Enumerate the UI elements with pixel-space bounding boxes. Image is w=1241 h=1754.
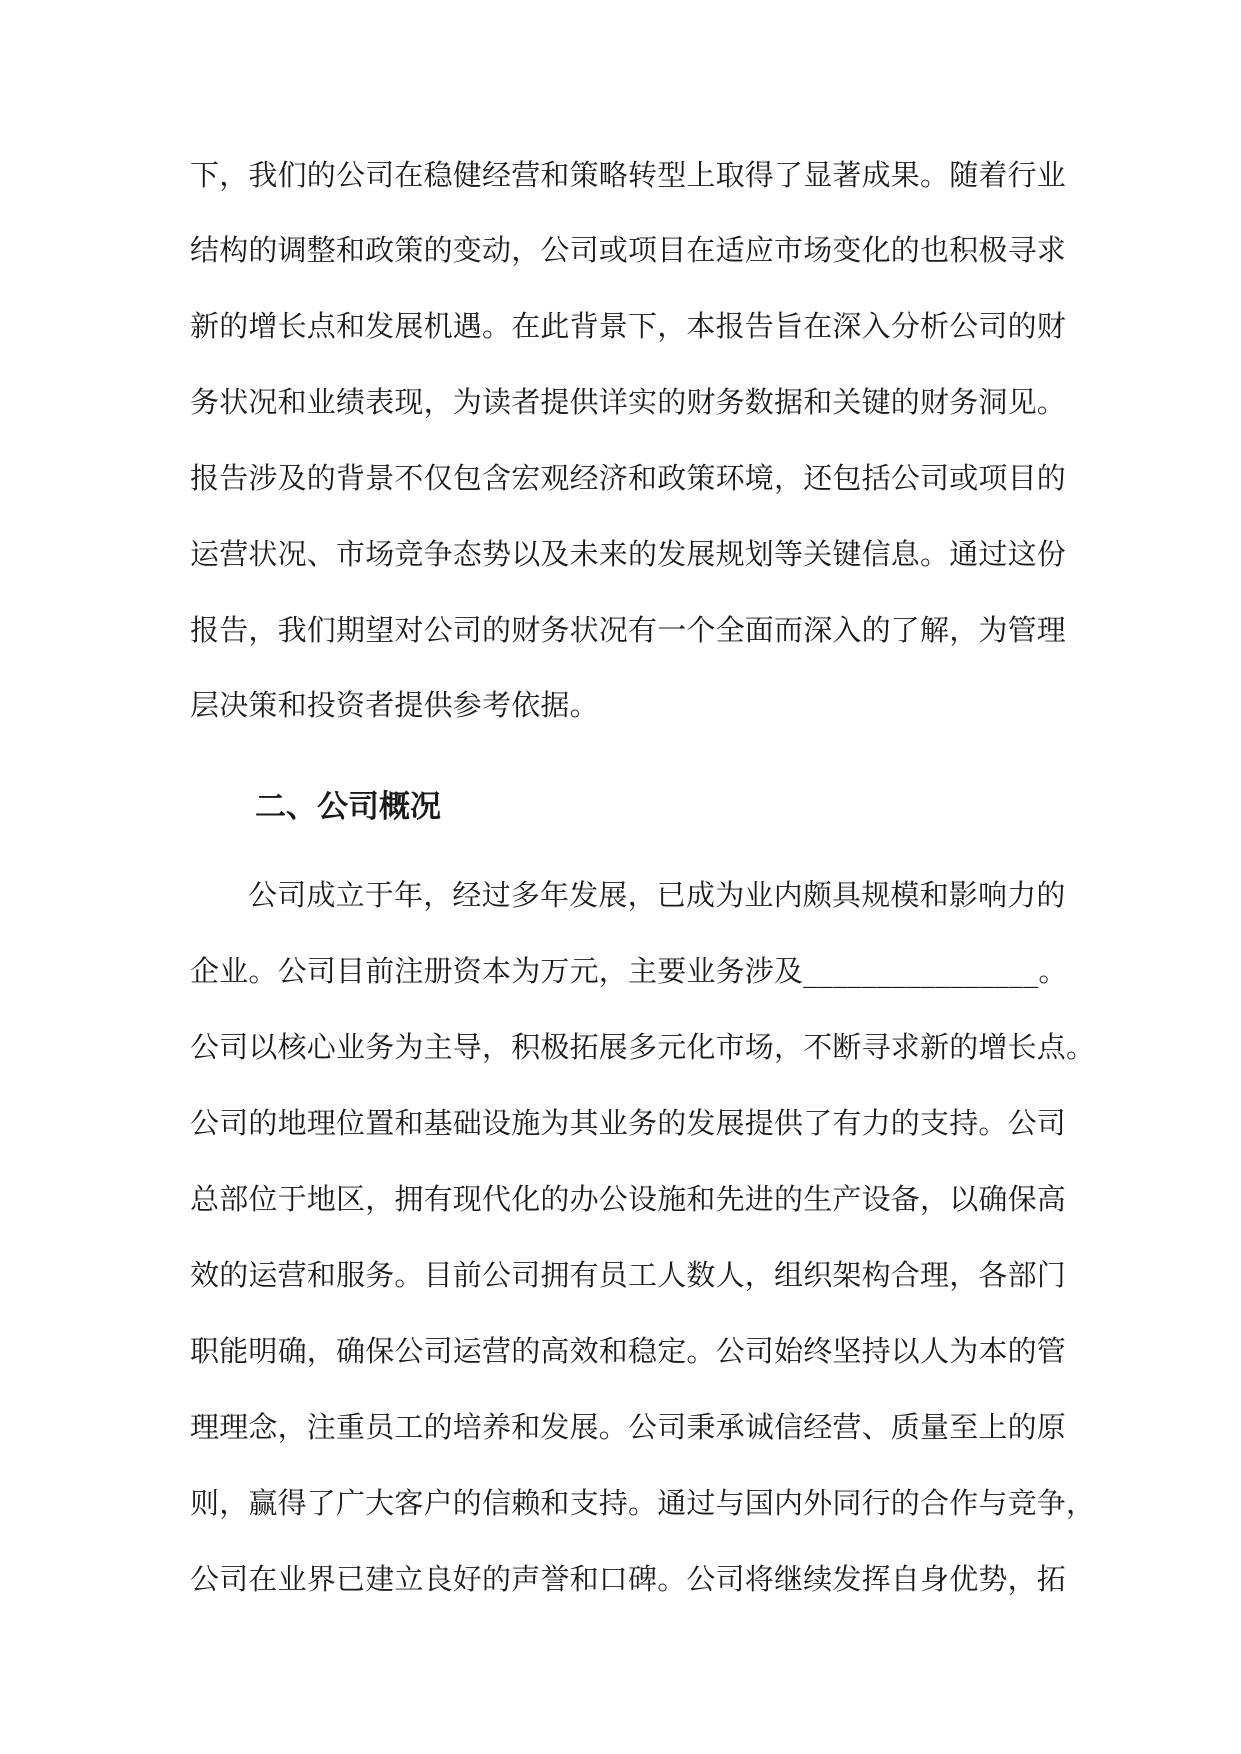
paragraph-line: 报告，我们期望对公司的财务状况有一个全面而深入的了解，为管理 [190,613,1067,647]
paragraph-line: 运营状况、市场竞争态势以及未来的发展规划等关键信息。通过这份 [190,537,1067,571]
paragraph-line: 层决策和投资者提供参考依据。 [190,688,599,722]
paragraph-line: 公司以核心业务为主导，积极拓展多元化市场，不断寻求新的增长点。 [190,1030,1096,1064]
paragraph-line: 公司在业界已建立良好的声誉和口碑。公司将继续发挥自身优势，拓 [190,1562,1067,1596]
paragraph-line: 报告涉及的背景不仅包含宏观经济和政策环境，还包括公司或项目的 [190,461,1067,495]
paragraph-line: 则，赢得了广大客户的信赖和支持。通过与国内外同行的合作与竞争， [190,1486,1096,1520]
paragraph-line: 企业。公司目前注册资本为万元，主要业务涉及________________。 [190,954,1068,988]
paragraph-line: 公司的地理位置和基础设施为其业务的发展提供了有力的支持。公司 [190,1106,1067,1140]
paragraph-line: 务状况和业绩表现，为读者提供详实的财务数据和关键的财务洞见。 [190,385,1067,419]
paragraph-line: 职能明确，确保公司运营的高效和稳定。公司始终坚持以人为本的管 [190,1334,1067,1368]
paragraph-line: 新的增长点和发展机遇。在此背景下，本报告旨在深入分析公司的财 [190,309,1067,343]
section-heading: 二、公司概况 [255,789,441,825]
paragraph-line: 效的运营和服务。目前公司拥有员工人数人，组织架构合理，各部门 [190,1258,1067,1292]
paragraph-line: 结构的调整和政策的变动，公司或项目在适应市场变化的也积极寻求 [190,233,1067,267]
paragraph-line: 理理念，注重员工的培养和发展。公司秉承诚信经营、质量至上的原 [190,1410,1067,1444]
paragraph-line: 下，我们的公司在稳健经营和策略转型上取得了显著成果。随着行业 [190,158,1067,192]
paragraph-line: 公司成立于年，经过多年发展，已成为业内颇具规模和影响力的 [248,878,1066,912]
paragraph-line: 总部位于地区，拥有现代化的办公设施和先进的生产设备，以确保高 [190,1182,1067,1216]
